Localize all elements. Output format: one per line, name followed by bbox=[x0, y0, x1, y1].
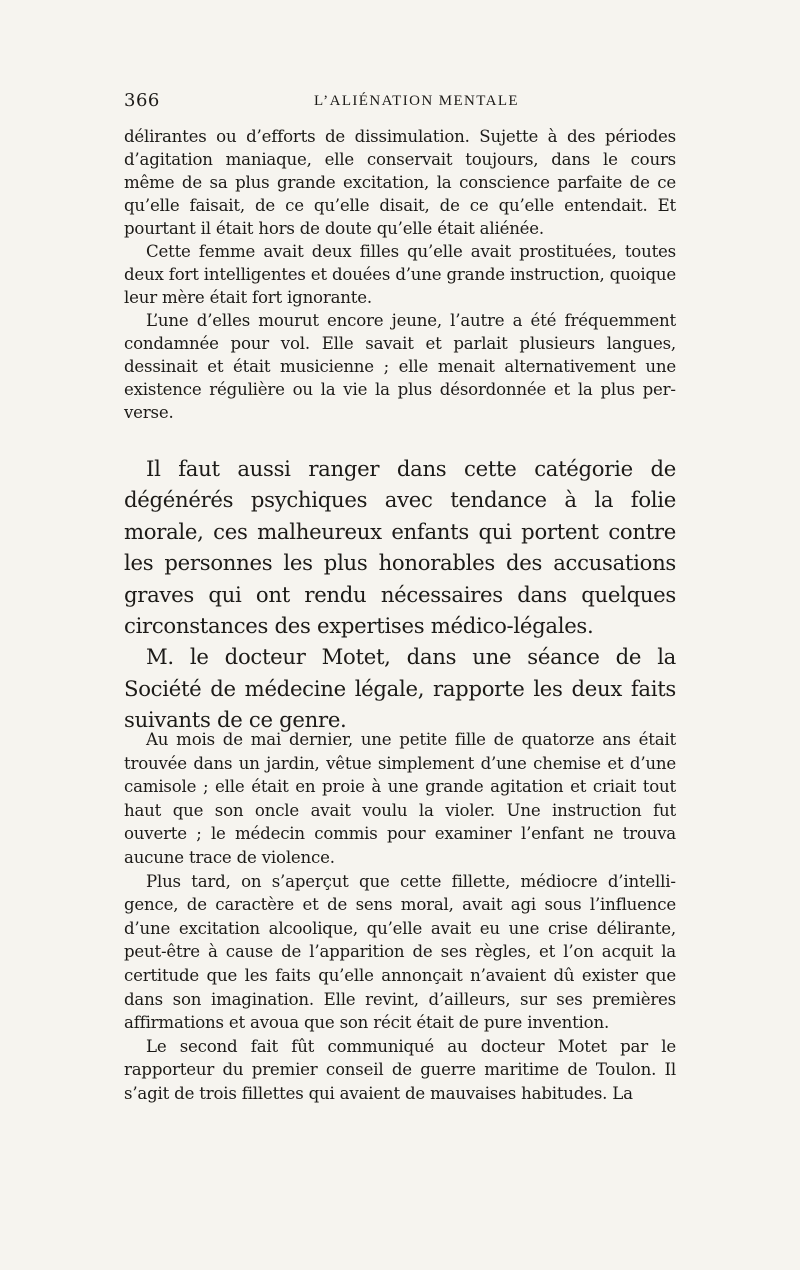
paragraph: M. le docteur Motet, dans une séance de la Société de médecine légale, rapporte les deux faits suivants de ce genre. bbox=[124, 644, 676, 733]
paragraph: Il faut aussi ranger dans cette catégorie de dégénérés psychiques avec tendance à la folie morale, ces malheureux enfants qui portent contre les personnes les plus honorables des accusations graves qui ont rendu nécessaires dans quelques circonstances des expertises médico-légales. bbox=[124, 456, 676, 639]
paragraph: délirantes ou d’efforts de dissimulation. Sujette à des périodes d’agitation maniaque, elle conservait toujours, dans le cours même de sa plus grande excitation, la conscience parfaite de ce qu’elle faisait, de ce qu’elle disait, de ce qu’elle entendait. Et pourtant il était hors de doute qu’elle était aliénée. bbox=[124, 127, 676, 238]
text-block-main bbox=[124, 453, 676, 736]
paragraph: Cette femme avait deux filles qu’elle avait prostituées, toutes deux fort intelligentes et douées d’une grande instruction, quoique leur mère était fort ignorante. bbox=[124, 242, 676, 307]
paragraph: Au mois de mai dernier, une petite fille de quatorze ans était trouvée dans un jardin, vêtue simplement d’une chemise et d’une camisole ; elle était en proie à une grande agitation et criait tout haut que son oncle avait voulu la violer. Une instruction fut ouverte ; le médecin commis pour examiner l’enfant ne trouva aucune trace de violence. bbox=[124, 730, 676, 867]
paragraph: Plus tard, on s’aperçut que cette fillette, médiocre d’intelligence, de caractère et de sens moral, avait agi sous l’influence d’une excitation alcoolique, qu’elle avait eu une crise délirante, peut-être à cause de l’apparition de ses règles, et l’on acquit la certitude que les faits qu’elle annonçait n’avaient dû exister que dans son imagination. Elle revint, d’ailleurs, sur ses premières affirmations et avoua que son récit était de pure invention. bbox=[124, 871, 676, 1033]
running-head: L’ALIÉNATION MENTALE bbox=[314, 93, 519, 109]
text-block-quoted-case bbox=[124, 728, 676, 1106]
page-number: 366 bbox=[124, 90, 160, 111]
paragraph: L’une d’elles mourut encore jeune, l’autre a été fréquemment condamnée pour vol. Elle savait et parlait plusieurs langues, dessinait et était musicienne ; elle menait alternativement une existence régulière ou la vie la plus désordonnée et la plus perverse. bbox=[124, 311, 676, 422]
paragraph: Le second fait fût communiqué au docteur Motet par le rapporteur du premier conseil de guerre maritime de Toulon. Il s’agit de trois fillettes qui avaient de mauvaises habitudes. La bbox=[124, 1036, 676, 1103]
page-header bbox=[124, 90, 676, 114]
text-block-upper bbox=[124, 125, 676, 424]
